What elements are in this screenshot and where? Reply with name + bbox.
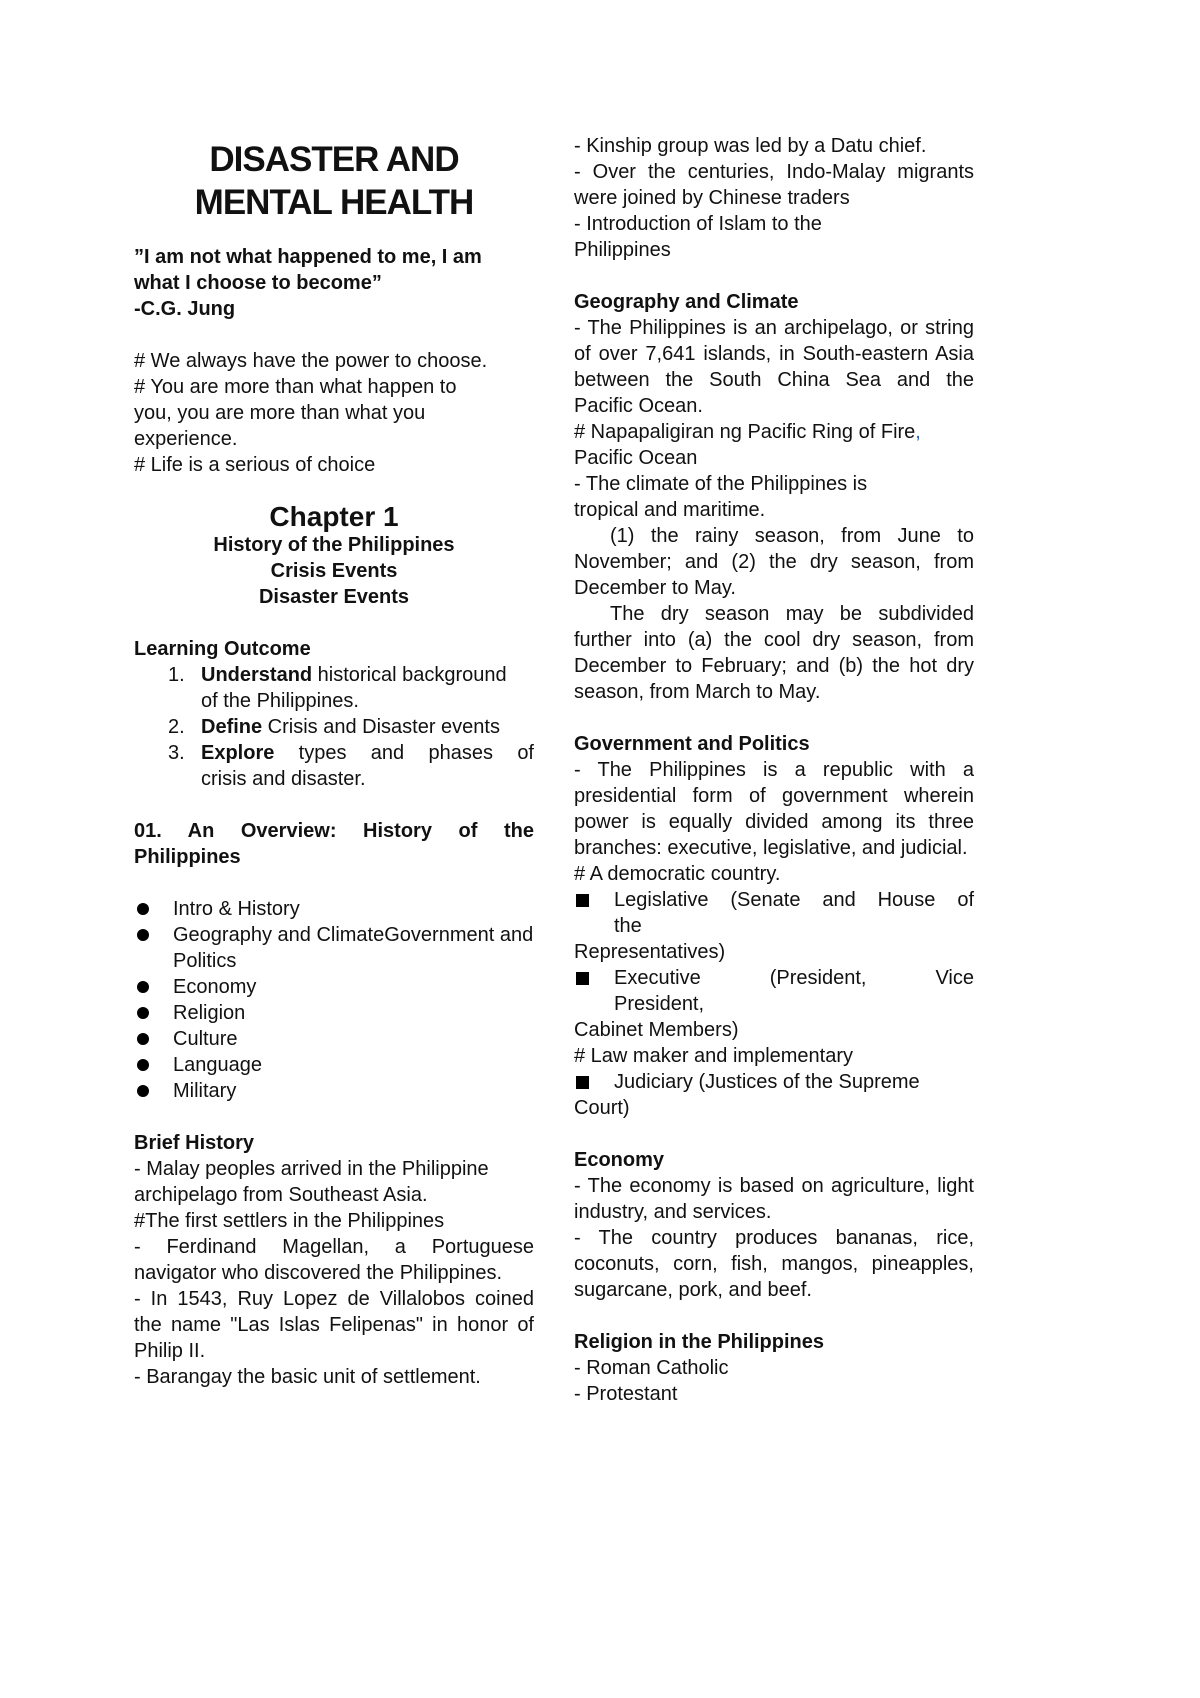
- economy-paragraph: - The economy is based on agriculture, light industry, and services.: [574, 1175, 974, 1223]
- bullet-icon: [137, 1033, 149, 1045]
- branch-item: [574, 887, 974, 939]
- learning-outcome-heading: Learning Outcome: [134, 638, 311, 660]
- brief-history-line: - Malay peoples arrived in the Philippine archipelago from Southeast Asia.: [134, 1158, 489, 1206]
- bullet-icon: [137, 981, 149, 993]
- document-title-line2: MENTAL HEALTH: [194, 183, 474, 222]
- geography-paragraph: [574, 419, 974, 445]
- history-line: - Over the centuries, Indo-Malay migrants were joined by Chinese traders: [574, 161, 974, 209]
- right-column: [574, 133, 974, 1407]
- branch-text: Cabinet Members): [574, 1019, 739, 1041]
- chapter-subtitle: Crisis Events: [270, 560, 398, 582]
- list-number: 1.: [168, 664, 185, 686]
- brief-history-line: - In 1543, Ruy Lopez de Villalobos coined the name "Las Islas Felipenas" in honor of Philip II.: [134, 1288, 534, 1362]
- quote-author: -C.G. Jung: [134, 298, 236, 320]
- geography-comma: ,: [915, 421, 921, 443]
- chapter-subtitle: History of the Philippines: [213, 534, 455, 556]
- history-line: - Introduction of Islam to the: [574, 213, 822, 235]
- chapter-title: Chapter 1: [269, 501, 399, 532]
- government-paragraph: # Law maker and implementary: [574, 1045, 854, 1067]
- government-heading: Government and Politics: [574, 733, 810, 755]
- geography-paragraph: - The climate of the Philippines is: [574, 473, 868, 495]
- square-bullet-icon: [576, 894, 589, 907]
- bullet-icon: [137, 903, 149, 915]
- chapter-subtitle: Disaster Events: [258, 586, 410, 608]
- religion-heading: Religion in the Philippines: [574, 1331, 825, 1353]
- bullet-item: [134, 922, 534, 974]
- list-text: types and phases of: [274, 742, 534, 764]
- bullet-text: Language: [173, 1054, 262, 1076]
- religion-item: - Roman Catholic: [574, 1357, 729, 1379]
- bullet-icon: [137, 929, 149, 941]
- bullet-text: Economy: [173, 976, 257, 998]
- bullet-icon: [137, 1059, 149, 1071]
- overview-heading: Philippines: [134, 846, 241, 868]
- geography-paragraph: (1) the rainy season, from June to November; and (2) the dry season, from December to May.: [574, 525, 974, 599]
- square-bullet-icon: [576, 1076, 589, 1089]
- branch-item: [574, 1069, 974, 1095]
- quote-line: what I choose to become”: [134, 272, 382, 294]
- branch-text: Court): [574, 1097, 630, 1119]
- branch-text: Judiciary (Justices of the Supreme: [614, 1071, 920, 1093]
- list-text: Crisis and Disaster events: [262, 716, 500, 738]
- bullet-text: Geography and ClimateGovernment and Politics: [173, 924, 534, 972]
- economy-heading: Economy: [574, 1149, 665, 1171]
- list-keyword: Understand: [201, 664, 313, 686]
- hashtag-line: # You are more than what happen to: [134, 376, 457, 398]
- hashtag-line: you, you are more than what you: [134, 402, 426, 424]
- bullet-text: Culture: [173, 1028, 238, 1050]
- branch-item: [574, 965, 974, 1017]
- bullet-item: [134, 974, 534, 1000]
- list-text: of the Philippines.: [201, 690, 359, 712]
- religion-item: - Protestant: [574, 1383, 678, 1405]
- bullet-icon: [137, 1085, 149, 1097]
- branch-text: President,: [614, 993, 705, 1015]
- brief-history-line: - Ferdinand Magellan, a Portuguese navigator who discovered the Philippines.: [134, 1236, 534, 1284]
- geography-paragraph: Pacific Ocean: [574, 447, 698, 469]
- geography-text: # Napapaligiran ng Pacific Ring of Fire: [574, 421, 916, 443]
- government-paragraph: # A democratic country.: [574, 863, 781, 885]
- list-text: historical background: [312, 664, 507, 686]
- hashtag-notes: [134, 348, 534, 478]
- brief-history-line: #The first settlers in the Philippines: [134, 1210, 445, 1232]
- history-line: Philippines: [574, 239, 671, 261]
- overview-heading: 01. An Overview: History of the: [134, 820, 534, 842]
- bullet-item: [134, 1000, 534, 1026]
- list-keyword: Explore: [201, 742, 275, 764]
- bullet-item: [134, 896, 534, 922]
- brief-history-heading: Brief History: [134, 1132, 255, 1154]
- list-item: [134, 662, 534, 714]
- hashtag-line: # Life is a serious of choice: [134, 454, 376, 476]
- geography-paragraph: The dry season may be subdivided further into (a) the cool dry season, from December to February; and (b) the hot dry season, from March to May.: [574, 603, 974, 703]
- overview-bullet-list: [134, 896, 534, 1104]
- learning-outcome-list: [134, 662, 534, 792]
- bullet-item: [134, 1078, 534, 1104]
- government-paragraph: - The Philippines is a republic with a presidential form of government wherein power is equally divided among its three branches: executive, legislative, and judicial.: [574, 759, 974, 859]
- bullet-icon: [137, 1007, 149, 1019]
- list-item: [134, 714, 534, 740]
- branch-text: the: [614, 915, 642, 937]
- geography-paragraph: tropical and maritime.: [574, 499, 766, 521]
- hashtag-line: # We always have the power to choose.: [134, 350, 488, 372]
- square-bullet-icon: [576, 972, 589, 985]
- geography-heading: Geography and Climate: [574, 291, 799, 313]
- branch-text: Legislative (Senate and House of: [614, 889, 974, 911]
- history-line: - Kinship group was led by a Datu chief.: [574, 135, 927, 157]
- bullet-item: [134, 1052, 534, 1078]
- list-number: 3.: [168, 742, 185, 764]
- quote-block: [134, 244, 534, 322]
- left-column: [134, 138, 534, 1390]
- document-title-line1: DISASTER AND: [209, 140, 459, 179]
- list-number: 2.: [168, 716, 185, 738]
- list-item: [134, 740, 534, 792]
- hashtag-line: experience.: [134, 428, 238, 450]
- bullet-text: Military: [173, 1080, 237, 1102]
- economy-paragraph: - The country produces bananas, rice, coconuts, corn, fish, mangos, pineapples, sugarcane, pork, and beef.: [574, 1227, 974, 1301]
- geography-paragraph: - The Philippines is an archipelago, or string of over 7,641 islands, in South-eastern Asia between the South China Sea and the Pacific Ocean.: [574, 317, 974, 417]
- bullet-item: [134, 1026, 534, 1052]
- list-text: crisis and disaster.: [201, 768, 366, 790]
- list-keyword: Define: [201, 716, 263, 738]
- brief-history-line: - Barangay the basic unit of settlement.: [134, 1366, 481, 1388]
- quote-line: ”I am not what happened to me, I am: [134, 246, 482, 268]
- bullet-text: Religion: [173, 1002, 246, 1024]
- branch-text: Representatives): [574, 941, 726, 963]
- bullet-text: Intro & History: [173, 898, 300, 920]
- branch-text: Executive (President, Vice: [614, 967, 974, 989]
